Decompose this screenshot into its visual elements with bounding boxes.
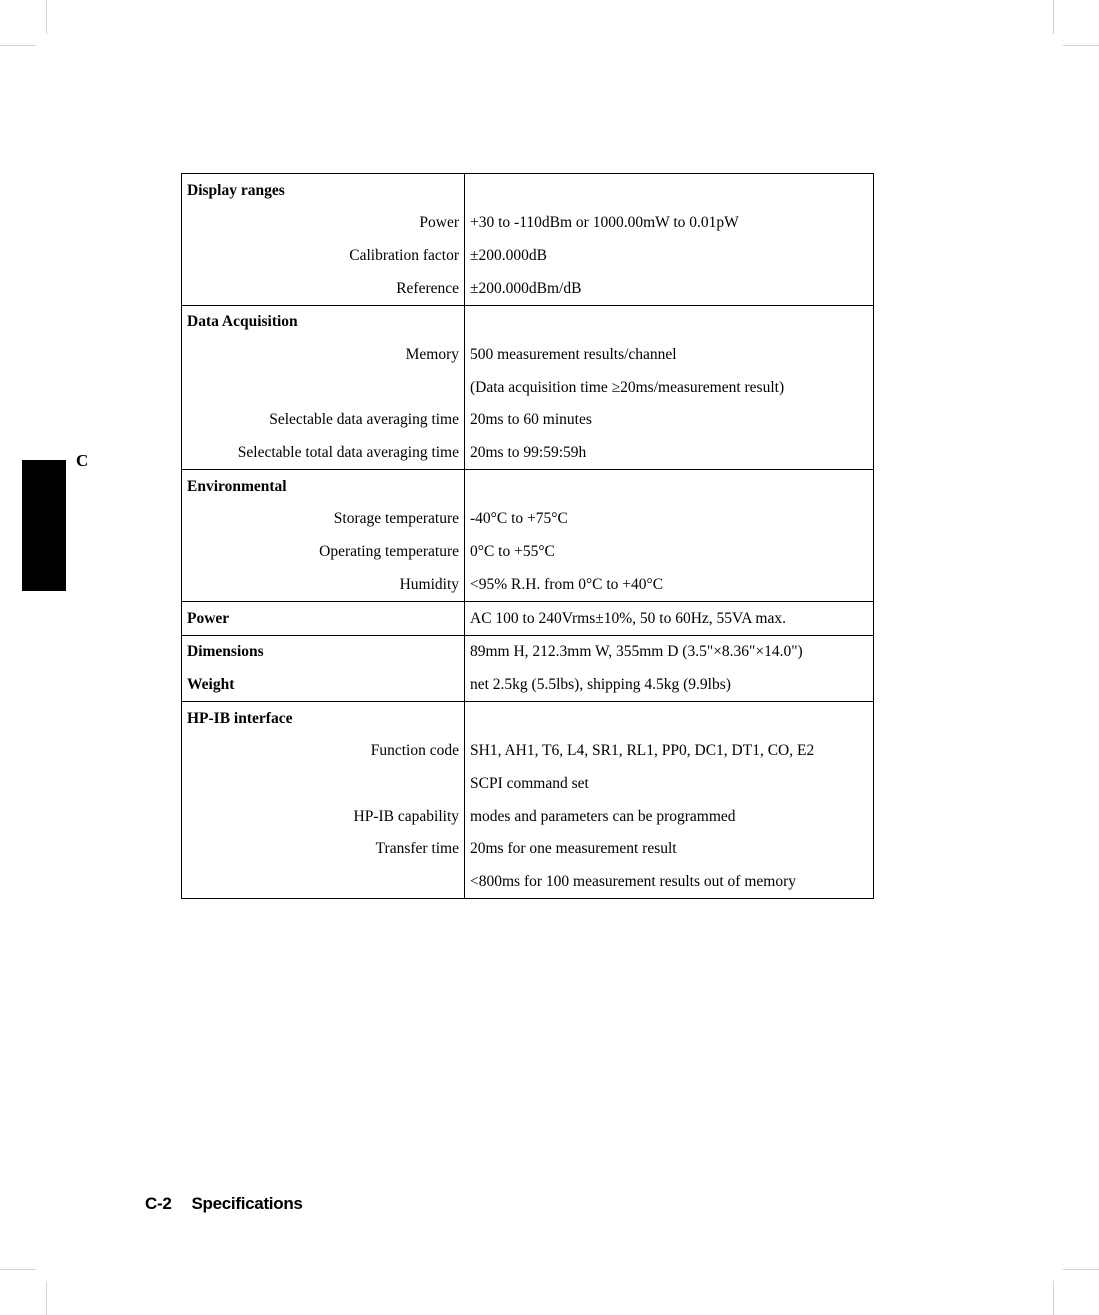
table-row xyxy=(182,833,874,866)
crop-mark xyxy=(46,0,47,34)
row-value: ±200.000dBm/dB xyxy=(465,272,874,305)
row-value: <800ms for 100 measurement results out of memory xyxy=(465,865,874,898)
table-row xyxy=(182,503,874,536)
table-row xyxy=(182,437,874,470)
row-value: 20ms for one measurement result xyxy=(465,833,874,866)
crop-mark xyxy=(1053,0,1054,34)
row-label: Calibration factor xyxy=(182,239,465,272)
row-label xyxy=(182,865,465,898)
crop-mark xyxy=(0,45,36,46)
section-heading-value: 89mm H, 212.3mm W, 355mm D (3.5"×8.36"×14.0") xyxy=(465,635,874,668)
row-value: SCPI command set xyxy=(465,767,874,800)
row-label: Storage temperature xyxy=(182,503,465,536)
section-heading: Data Acquisition xyxy=(182,305,465,338)
table-row xyxy=(182,272,874,305)
row-value: SH1, AH1, T6, L4, SR1, RL1, PP0, DC1, DT1, CO, E2 xyxy=(465,735,874,768)
section-heading-value: AC 100 to 240Vrms±10%, 50 to 60Hz, 55VA max. xyxy=(465,601,874,635)
table-row xyxy=(182,536,874,569)
row-label: Operating temperature xyxy=(182,536,465,569)
section-heading: Environmental xyxy=(182,470,465,503)
crop-mark xyxy=(0,1269,36,1270)
row-label: Reference xyxy=(182,272,465,305)
section-heading-value xyxy=(465,305,874,338)
crop-mark xyxy=(1063,45,1099,46)
table-row xyxy=(182,305,874,338)
table-row xyxy=(182,800,874,833)
specifications-table xyxy=(181,173,874,899)
table-row xyxy=(182,568,874,601)
section-heading: Display ranges xyxy=(182,174,465,207)
section-heading: Power xyxy=(182,601,465,635)
row-label xyxy=(182,767,465,800)
row-value: 20ms to 99:59:59h xyxy=(465,437,874,470)
row-label xyxy=(182,371,465,404)
page-number: C-2 xyxy=(145,1194,172,1213)
row-value: ±200.000dB xyxy=(465,239,874,272)
row-label: Transfer time xyxy=(182,833,465,866)
table-row xyxy=(182,635,874,668)
row-value: -40°C to +75°C xyxy=(465,503,874,536)
table-row xyxy=(182,601,874,635)
row-value: 500 measurement results/channel xyxy=(465,338,874,371)
section-heading: HP-IB interface xyxy=(182,702,465,735)
table-row xyxy=(182,668,874,701)
table-row xyxy=(182,174,874,207)
table-row xyxy=(182,338,874,371)
row-value: (Data acquisition time ≥20ms/measurement result) xyxy=(465,371,874,404)
row-label: HP-IB capability xyxy=(182,800,465,833)
crop-mark xyxy=(46,1281,47,1315)
table-row xyxy=(182,767,874,800)
table-row xyxy=(182,207,874,240)
row-value: 0°C to +55°C xyxy=(465,536,874,569)
section-heading-value xyxy=(465,702,874,735)
row-value: modes and parameters can be programmed xyxy=(465,800,874,833)
row-label: Selectable total data averaging time xyxy=(182,437,465,470)
row-label: Humidity xyxy=(182,568,465,601)
section-heading: Weight xyxy=(182,668,465,701)
section-heading: Dimensions xyxy=(182,635,465,668)
row-label: Function code xyxy=(182,735,465,768)
section-tab-letter: C xyxy=(76,451,89,470)
table-row xyxy=(182,865,874,898)
crop-mark xyxy=(1053,1281,1054,1315)
section-tab-marker xyxy=(22,460,66,591)
row-value: 20ms to 60 minutes xyxy=(465,404,874,437)
row-value: +30 to -110dBm or 1000.00mW to 0.01pW xyxy=(465,207,874,240)
crop-mark xyxy=(1063,1269,1099,1270)
section-heading-value xyxy=(465,470,874,503)
table-row xyxy=(182,702,874,735)
row-label: Selectable data averaging time xyxy=(182,404,465,437)
row-value: <95% R.H. from 0°C to +40°C xyxy=(465,568,874,601)
section-heading-value: net 2.5kg (5.5lbs), shipping 4.5kg (9.9lbs) xyxy=(465,668,874,701)
table-row xyxy=(182,239,874,272)
row-label: Memory xyxy=(182,338,465,371)
table-row xyxy=(182,404,874,437)
table-row xyxy=(182,371,874,404)
page-footer xyxy=(145,1194,303,1214)
section-heading-value xyxy=(465,174,874,207)
row-label: Power xyxy=(182,207,465,240)
footer-section-title: Specifications xyxy=(191,1194,303,1213)
table-row xyxy=(182,735,874,768)
table-row xyxy=(182,470,874,503)
